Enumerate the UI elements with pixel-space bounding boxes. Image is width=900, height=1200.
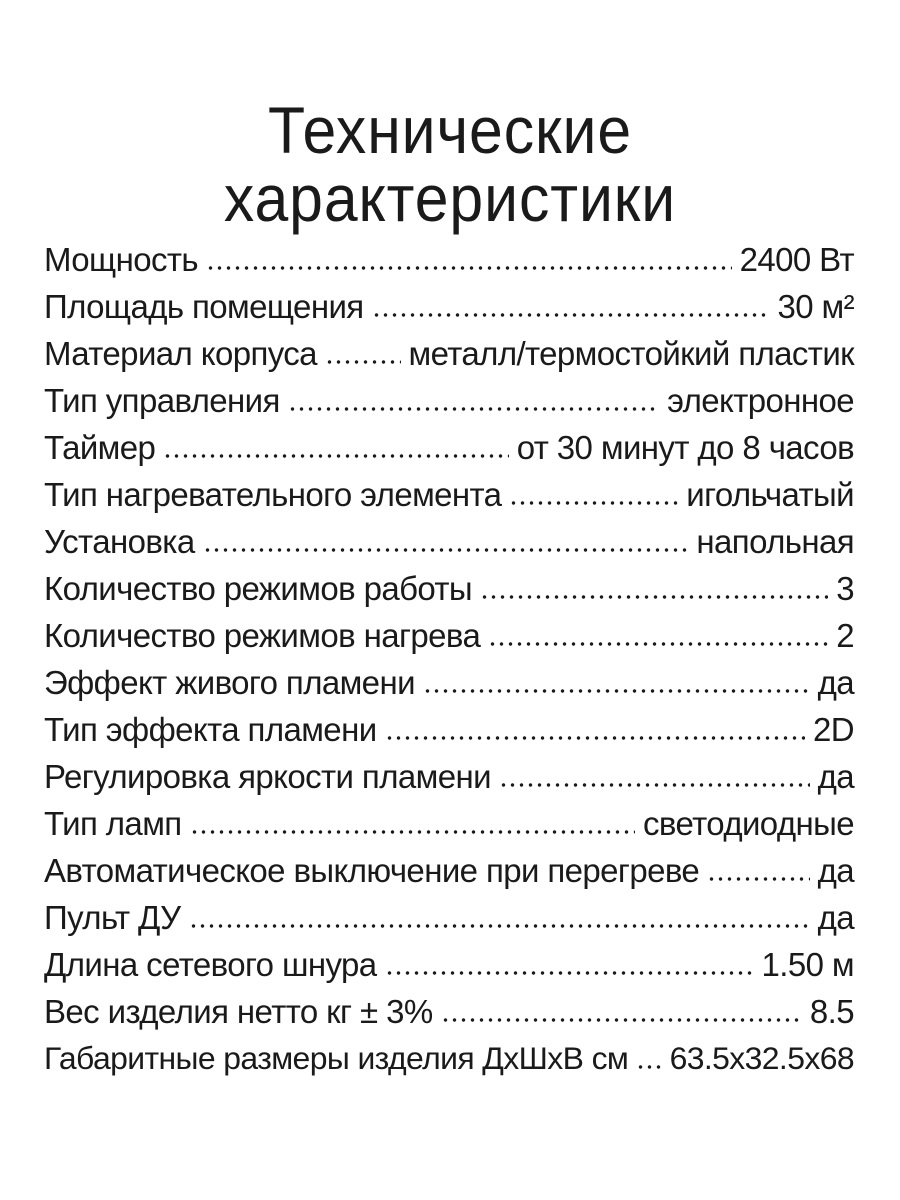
spec-label: Тип ламп: [44, 805, 182, 842]
spec-label: Установка: [44, 523, 195, 560]
spec-label: Количество режимов нагрева: [44, 617, 481, 654]
spec-label: Тип нагревательного элемента: [44, 476, 502, 513]
dot-leader: [372, 312, 770, 318]
dot-leader: [423, 688, 810, 694]
spec-row: [44, 1035, 854, 1082]
spec-value: 3: [836, 570, 854, 607]
dot-leader: [499, 782, 810, 788]
spec-value: 1.50 м: [761, 946, 854, 983]
spec-row: [44, 706, 854, 753]
dot-leader: [189, 923, 810, 929]
page-title: [36, 93, 864, 236]
spec-label: Эффект живого пламени: [44, 664, 415, 701]
spec-row: [44, 753, 854, 800]
spec-row: [44, 941, 854, 988]
spec-value: напольная: [696, 523, 854, 560]
spec-row: [44, 377, 854, 424]
spec-row: [44, 659, 854, 706]
spec-value: 2: [836, 617, 854, 654]
dot-leader: [636, 1064, 661, 1070]
spec-row: [44, 236, 854, 283]
spec-label: Тип управления: [44, 382, 280, 419]
spec-label: Длина сетевого шнура: [44, 946, 377, 983]
spec-value: да: [817, 852, 854, 889]
spec-row: [44, 894, 854, 941]
dot-leader: [509, 500, 678, 506]
dot-leader: [203, 547, 689, 553]
spec-label: Количество режимов работы: [44, 570, 473, 607]
spec-label: Площадь помещения: [44, 288, 364, 325]
spec-row: [44, 424, 854, 471]
spec-value: 63.5x32.5x68: [669, 1040, 854, 1076]
dot-leader: [163, 453, 508, 459]
spec-row: [44, 330, 854, 377]
dot-leader: [385, 735, 805, 741]
dot-leader: [325, 359, 401, 365]
spec-label: Материал корпуса: [44, 335, 317, 372]
title-line-2: характеристики: [223, 161, 677, 236]
spec-label: Тип эффекта пламени: [44, 711, 377, 748]
spec-row: [44, 847, 854, 894]
dot-leader: [441, 1017, 802, 1023]
spec-value: 8.5: [809, 993, 854, 1030]
spec-value: металл/термостойкий пластик: [408, 335, 854, 372]
spec-value: 2D: [813, 711, 854, 748]
spec-value: игольчатый: [686, 476, 854, 513]
spec-row: [44, 565, 854, 612]
spec-value: да: [817, 758, 854, 795]
dot-leader: [190, 829, 635, 835]
dot-leader: [488, 641, 828, 647]
spec-value: 2400 Вт: [739, 241, 854, 278]
spec-row: [44, 800, 854, 847]
dot-leader: [206, 265, 732, 271]
spec-label: Автоматическое выключение при перегреве: [44, 852, 700, 889]
spec-list: [44, 236, 854, 1082]
spec-label: Таймер: [44, 429, 156, 466]
spec-value: электронное: [667, 382, 854, 419]
spec-label: Регулировка яркости пламени: [44, 758, 491, 795]
spec-row: [44, 518, 854, 565]
spec-value: да: [817, 664, 854, 701]
spec-value: да: [817, 899, 854, 936]
spec-value: 30 м²: [777, 288, 854, 325]
spec-value: светодиодные: [643, 805, 854, 842]
spec-row: [44, 283, 854, 330]
spec-value: от 30 минут до 8 часов: [516, 429, 854, 466]
dot-leader: [480, 594, 828, 600]
dot-leader: [288, 406, 659, 412]
spec-label: Габаритные размеры изделия ДхШхВ см: [44, 1040, 629, 1076]
spec-label: Вес изделия нетто кг ± 3%: [44, 993, 433, 1030]
dot-leader: [707, 876, 809, 882]
title-line-1: Технические: [267, 93, 633, 168]
spec-label: Мощность: [44, 241, 198, 278]
dot-leader: [385, 970, 754, 976]
spec-label: Пульт ДУ: [44, 899, 181, 936]
spec-row: [44, 988, 854, 1035]
spec-row: [44, 612, 854, 659]
spec-row: [44, 471, 854, 518]
